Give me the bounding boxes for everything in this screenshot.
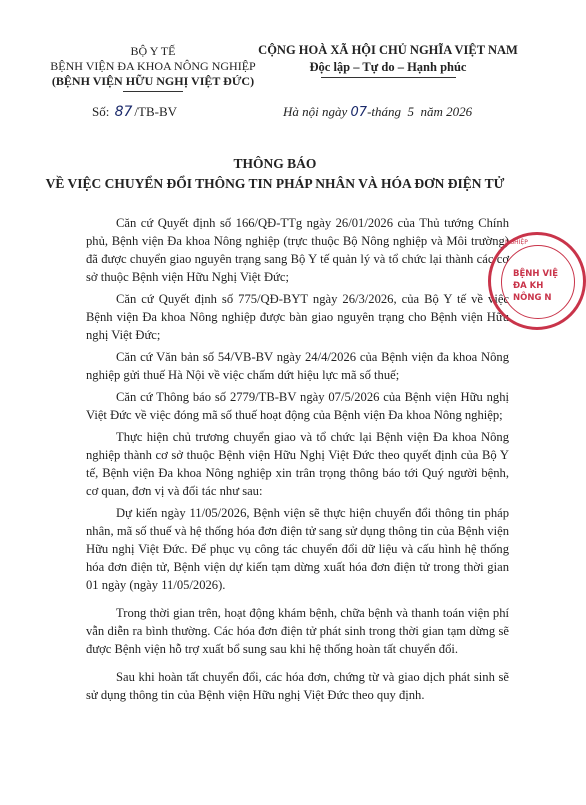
paragraph-legal-basis-4: Căn cứ Thông báo số 2779/TB-BV ngày 07/5/2026 của Bệnh viện Hữu nghị Việt Đức về việc đóng mã số thuế hoạt động của Bệnh viện Đa khoa Nông nghiệp; bbox=[86, 390, 509, 422]
paragraph-operations: Trong thời gian trên, hoạt động khám bệnh, chữa bệnh và thanh toán viện phí vẫn diễn ra bình thường. Các hóa đơn điện tử phát sinh trong thời gian tạm dừng sẽ được Bệnh viện hỗ trợ xuất bổ sung sau khi hệ thống hoàn tất chuyển đổi. bbox=[86, 606, 509, 656]
hospital-name: BỆNH VIỆN ĐA KHOA NÔNG NGHIỆP bbox=[50, 59, 256, 73]
motto-underline bbox=[321, 77, 456, 78]
country-name: CỘNG HOÀ XÃ HỘI CHỦ NGHĨA VIỆT NAM bbox=[258, 43, 518, 57]
seal-text-line2: ĐA KH bbox=[513, 281, 544, 291]
paragraph-implementation: Thực hiện chủ trương chuyển giao và tổ chức lại Bệnh viện Đa khoa Nông nghiệp thành cơ sở thuộc Bệnh viện Hữu Nghị Việt Đức theo quyết định của Bộ Y tế, Bệnh viện Đa khoa Nông nghiệp xin trân trọng thông báo tới Quý người bệnh, cơ quan, đơn vị và đối tác như sau: bbox=[86, 430, 509, 498]
date-month: 5 bbox=[407, 104, 415, 119]
ministry-name: BỘ Y TẾ bbox=[130, 44, 176, 58]
paragraph-schedule: Dự kiến ngày 11/05/2026, Bệnh viện sẽ thực hiện chuyển đổi thông tin pháp nhân, mã số thuế và hệ thống hóa đơn điện tử sang sử dụng thông tin của Bệnh viện Hữu nghị Việt Đức. Để phục vụ công tác chuyển đổi dữ liệu và cấu hình hệ thống hóa đơn điện tử, Bệnh viện dự kiến tạm dừng xuất hóa đơn điện tử trong thời gian 01 ngày (ngày 11/05/2026). bbox=[86, 506, 509, 592]
issue-date bbox=[283, 104, 472, 120]
official-seal bbox=[488, 232, 586, 330]
paragraph-legal-basis-2: Căn cứ Quyết định số 775/QĐ-BYT ngày 26/3/2026, của Bộ Y tế về việc Bệnh viện Đa khoa Nông nghiệp được bàn giao nguyên trạng cho Bệnh viện Hữu nghị Việt Đức; bbox=[86, 292, 509, 342]
national-header bbox=[248, 42, 528, 78]
issuer-header bbox=[48, 44, 258, 92]
paragraph-legal-basis-3: Căn cứ Văn bản số 54/VB-BV ngày 24/4/2026 của Bệnh viện đa khoa Nông nghiệp gửi thuế Hà Nội về việc chấm dứt hiệu lực mã số thuế; bbox=[86, 350, 509, 382]
hospital-alt-name: (BỆNH VIỆN HỮU NGHỊ VIỆT ĐỨC) bbox=[51, 74, 255, 88]
seal-text-line3: NÔNG N bbox=[513, 293, 552, 303]
header-divider bbox=[123, 91, 183, 92]
doc-number-value: 87 bbox=[114, 104, 133, 120]
document-subject: VỀ VIỆC CHUYỂN ĐỔI THÔNG TIN PHÁP NHÂN VÀ HÓA ĐƠN ĐIỆN TỬ bbox=[45, 176, 505, 191]
seal-ring-text: NGHIỆP bbox=[505, 239, 528, 246]
document-title: THÔNG BÁO bbox=[233, 156, 317, 171]
document-number bbox=[92, 104, 177, 120]
doc-number-label: Số: bbox=[92, 104, 110, 119]
seal-text-line1: BỆNH VIỆ bbox=[513, 269, 559, 279]
document-body bbox=[86, 214, 509, 708]
date-prefix: Hà nội ngày bbox=[283, 104, 348, 119]
date-day: 07 bbox=[350, 105, 368, 120]
national-motto: Độc lập – Tự do – Hạnh phúc bbox=[309, 60, 467, 74]
paragraph-legal-basis-1: Căn cứ Quyết định số 166/QĐ-TTg ngày 26/01/2026 của Thủ tướng Chính phủ, Bệnh viện Đa khoa Nông nghiệp (trực thuộc Bộ Nông nghiệp và Môi trường) đã được chuyển giao nguyên trạng sang Bộ Y tế quản lý và tổ chức lại thành các cơ sở thuộc Bệnh viện Hữu Nghị Việt Đức; bbox=[86, 216, 509, 284]
doc-number-suffix: /TB-BV bbox=[134, 104, 178, 119]
paragraph-after-conversion: Sau khi hoàn tất chuyển đổi, các hóa đơn, chứng từ và giao dịch phát sinh sẽ sử dụng thông tin của Bệnh viện Hữu nghị Việt Đức theo quy định. bbox=[86, 670, 509, 702]
date-year: năm 2026 bbox=[420, 104, 473, 119]
date-month-label: -tháng bbox=[367, 104, 402, 119]
